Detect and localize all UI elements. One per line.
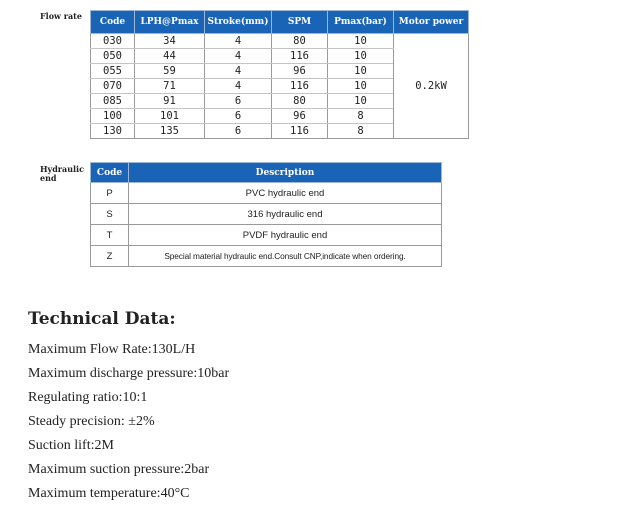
cell-spm: 116 — [272, 124, 328, 139]
cell-description: PVC hydraulic end — [129, 183, 442, 204]
cell-lph: 101 — [135, 109, 205, 124]
cell-stroke: 6 — [205, 94, 272, 109]
cell-pmax: 8 — [328, 109, 394, 124]
header-code: Code — [91, 163, 129, 183]
cell-spm: 116 — [272, 49, 328, 64]
flow-rate-header-row — [91, 11, 469, 34]
cell-lph: 71 — [135, 79, 205, 94]
hydraulic-end-label-line2: end — [40, 173, 57, 183]
cell-code: T — [91, 225, 129, 246]
cell-spm: 96 — [272, 64, 328, 79]
hydraulic-end-label-line1: Hydraulic — [40, 164, 84, 174]
hydraulic-end-label — [40, 165, 84, 183]
cell-lph: 34 — [135, 34, 205, 49]
header-code: Code — [91, 11, 135, 34]
cell-stroke: 4 — [205, 64, 272, 79]
hydraulic-header-row — [91, 163, 442, 183]
cell-code: 030 — [91, 34, 135, 49]
table-row — [91, 204, 442, 225]
cell-description: 316 hydraulic end — [129, 204, 442, 225]
spec-steady-precision: Steady precision: ±2% — [28, 414, 155, 429]
cell-lph: 135 — [135, 124, 205, 139]
cell-pmax: 10 — [328, 94, 394, 109]
table-row — [91, 225, 442, 246]
header-description: Description — [129, 163, 442, 183]
cell-stroke: 4 — [205, 79, 272, 94]
table-row — [91, 34, 469, 49]
cell-code: 100 — [91, 109, 135, 124]
cell-pmax: 10 — [328, 34, 394, 49]
cell-lph: 91 — [135, 94, 205, 109]
cell-spm: 96 — [272, 109, 328, 124]
spec-suction-lift: Suction lift:2M — [28, 438, 114, 453]
cell-code: 130 — [91, 124, 135, 139]
cell-stroke: 6 — [205, 109, 272, 124]
spec-regulating-ratio: Regulating ratio:10:1 — [28, 390, 148, 405]
cell-pmax: 10 — [328, 64, 394, 79]
cell-lph: 44 — [135, 49, 205, 64]
cell-description: Special material hydraulic end.Consult CNP,indicate when ordering. — [129, 246, 442, 267]
header-spm: SPM — [272, 11, 328, 34]
cell-code: S — [91, 204, 129, 225]
cell-code: 050 — [91, 49, 135, 64]
spec-max-temperature: Maximum temperature:40°C — [28, 486, 190, 501]
cell-stroke: 6 — [205, 124, 272, 139]
cell-pmax: 10 — [328, 49, 394, 64]
spec-max-suction-pressure: Maximum suction pressure:2bar — [28, 462, 210, 477]
hydraulic-end-table — [90, 162, 442, 267]
cell-code: Z — [91, 246, 129, 267]
cell-stroke: 4 — [205, 34, 272, 49]
technical-data-title: Technical Data: — [28, 309, 176, 329]
flow-rate-table — [90, 10, 469, 139]
table-row — [91, 183, 442, 204]
cell-pmax: 10 — [328, 79, 394, 94]
cell-description: PVDF hydraulic end — [129, 225, 442, 246]
spec-max-flow-rate: Maximum Flow Rate:130L/H — [28, 342, 196, 357]
cell-stroke: 4 — [205, 49, 272, 64]
cell-motor-power: 0.2kW — [394, 34, 469, 139]
cell-spm: 80 — [272, 34, 328, 49]
header-lph: LPH@Pmax — [135, 11, 205, 34]
header-motor-power: Motor power — [394, 11, 469, 34]
cell-spm: 80 — [272, 94, 328, 109]
cell-code: 055 — [91, 64, 135, 79]
cell-code: 070 — [91, 79, 135, 94]
cell-spm: 116 — [272, 79, 328, 94]
cell-code: 085 — [91, 94, 135, 109]
header-stroke: Stroke(mm) — [205, 11, 272, 34]
flow-rate-label: Flow rate — [40, 11, 82, 21]
header-pmax: Pmax(bar) — [328, 11, 394, 34]
cell-code: P — [91, 183, 129, 204]
cell-lph: 59 — [135, 64, 205, 79]
table-row — [91, 246, 442, 267]
spec-max-discharge-pressure: Maximum discharge pressure:10bar — [28, 366, 230, 381]
cell-pmax: 8 — [328, 124, 394, 139]
